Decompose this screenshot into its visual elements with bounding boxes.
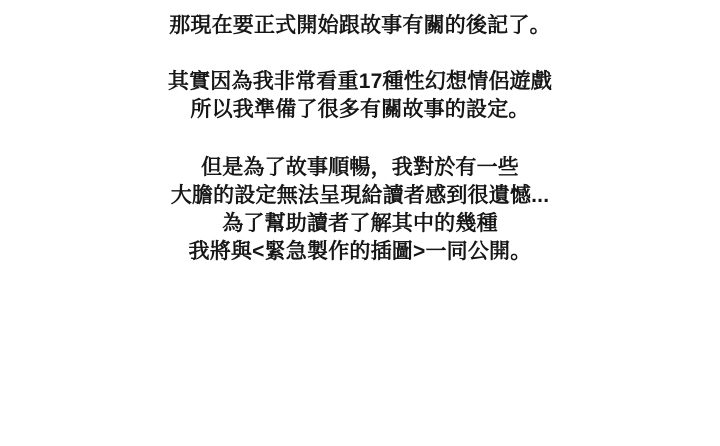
text-line: 那現在要正式開始跟故事有關的後記了。 bbox=[169, 14, 551, 37]
paragraph-reason bbox=[0, 68, 720, 124]
paragraph-intro bbox=[0, 12, 720, 40]
text-line: 其實因為我非常看重17種性幻想情侶遊戲 bbox=[167, 70, 553, 93]
text-line: 但是為了故事順暢，我對於有一些 bbox=[201, 156, 519, 179]
text-line: 所以我準備了很多有關故事的設定。 bbox=[190, 98, 530, 121]
text-line: 大膽的設定無法呈現給讀者感到很遺憾... bbox=[170, 184, 550, 207]
text-line: 為了幫助讀者了解其中的幾種 bbox=[222, 212, 498, 235]
paragraph-apology bbox=[0, 154, 720, 266]
blank-area bbox=[0, 266, 720, 446]
text-line: 我將與<緊急製作的插圖>一同公開。 bbox=[188, 240, 532, 263]
